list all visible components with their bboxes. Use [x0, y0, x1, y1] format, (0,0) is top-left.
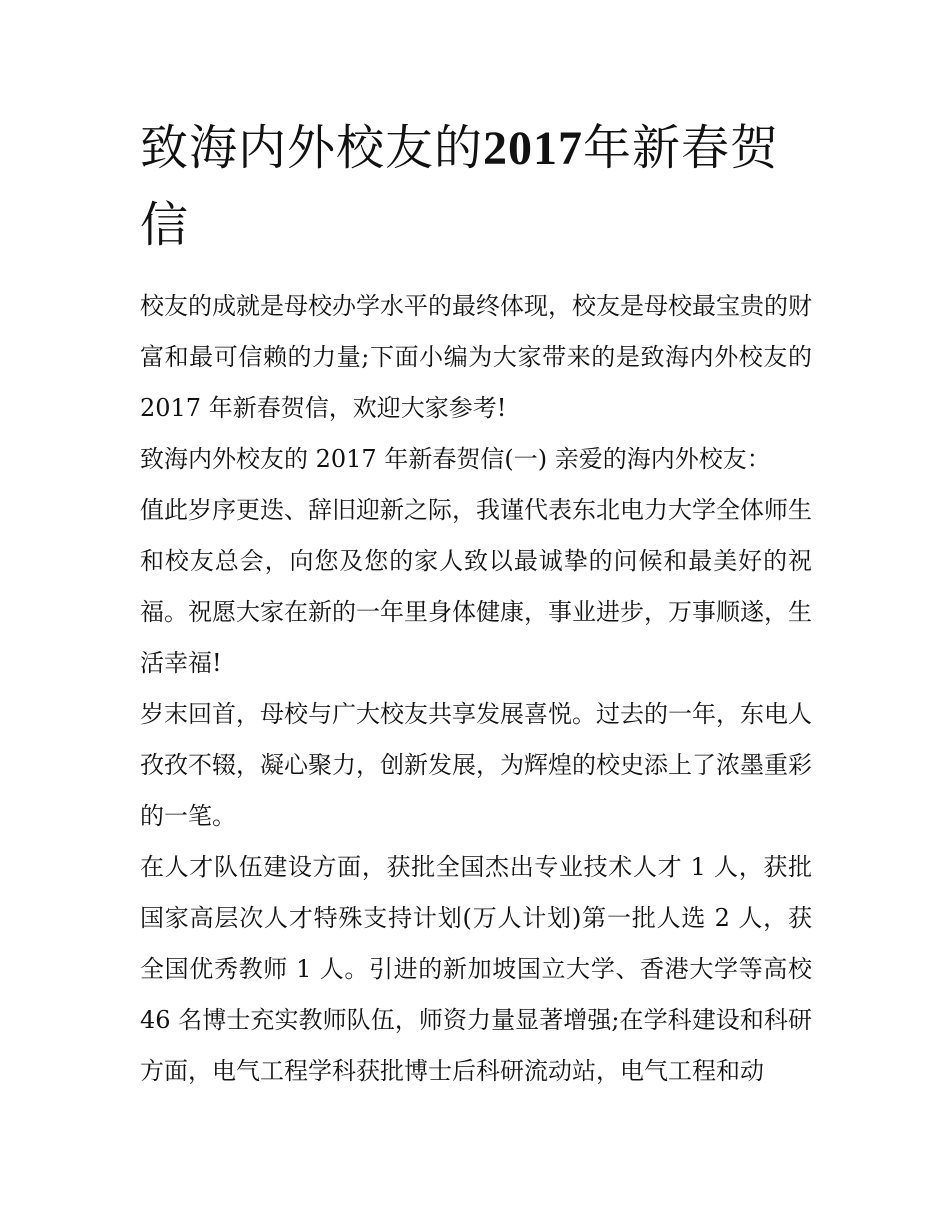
- document-body: [140, 281, 812, 1097]
- paragraph-greeting: 值此岁序更迭、辞旧迎新之际，我谨代表东北电力大学全体师生和校友总会，向您及您的家人致以最诚挚的问候和最美好的祝福。祝愿大家在新的一年里身体健康，事业进步，万事顺遂，生活幸福!: [140, 496, 812, 677]
- document-title: [140, 110, 812, 263]
- paragraph-salutation: 致海内外校友的 2017 年新春贺信(一) 亲爱的海内外校友：: [140, 445, 771, 473]
- document-page: [140, 110, 812, 1097]
- paragraph-intro: 校友的成就是母校办学水平的最终体现，校友是母校最宝贵的财富和最可信赖的力量;下面小编为大家带来的是致海内外校友的 2017 年新春贺信，欢迎大家参考!: [140, 292, 812, 422]
- title-prefix: 致海内外校友的: [140, 120, 484, 176]
- title-suffix: 年新春贺信: [140, 120, 780, 253]
- paragraph-review: 岁末回首，母校与广大校友共享发展喜悦。过去的一年，东电人孜孜不辍，凝心聚力，创新发展，为辉煌的校史添上了浓墨重彩的一笔。: [140, 700, 812, 830]
- title-year: 2017: [483, 122, 584, 175]
- paragraph-talent: 在人才队伍建设方面，获批全国杰出专业技术人才 1 人，获批国家高层次人才特殊支持计划(万人计划)第一批人选 2 人，获全国优秀教师 1 人。引进的新加坡国立大学、香港大学等高校 46 名博士充实教师队伍，师资力量显著增强;在学科建设和科研方面，电气工程学科获批博士后科研流动站，电气工程和动: [140, 853, 812, 1085]
